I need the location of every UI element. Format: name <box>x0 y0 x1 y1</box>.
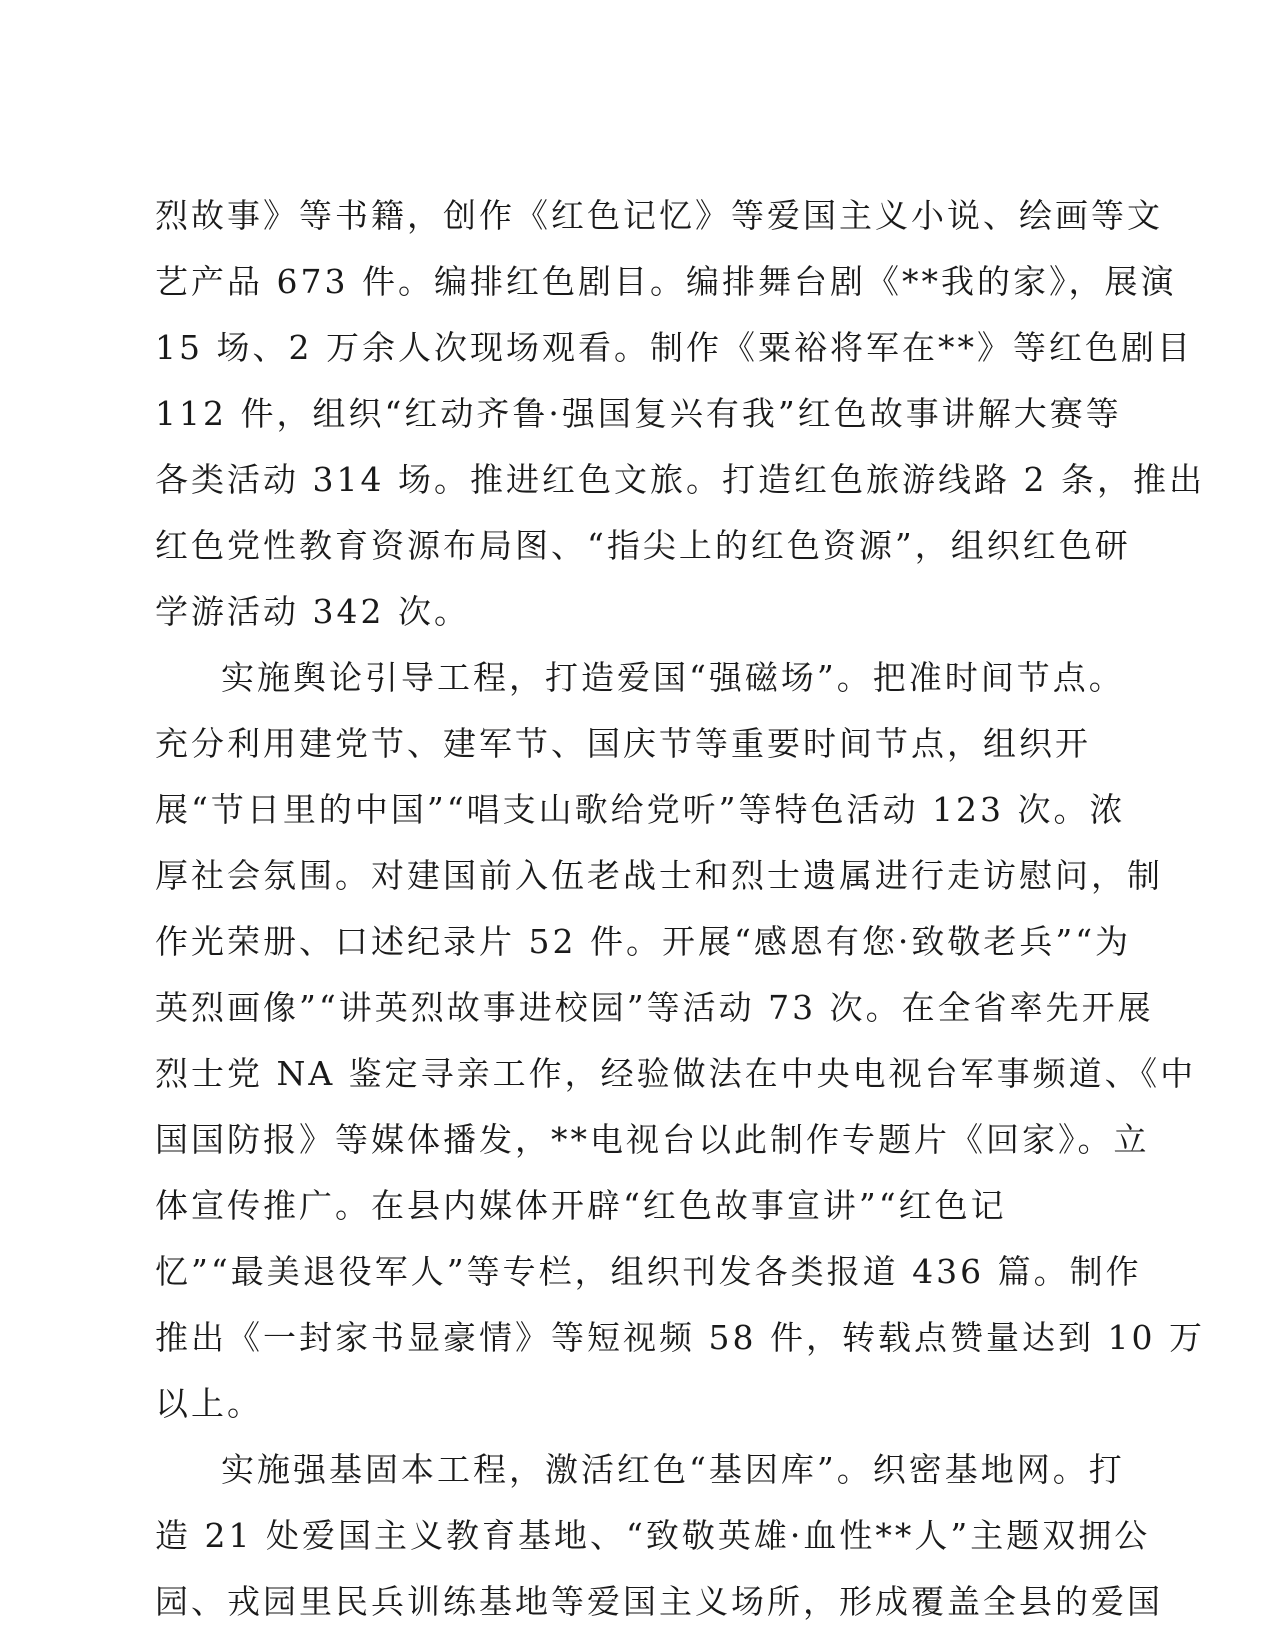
document-body <box>155 183 1205 1635</box>
text-line: 112 件，组织“红动齐鲁·强国复兴有我”红色故事讲解大赛等 <box>155 394 1122 433</box>
text-line: 学游活动 342 次。 <box>155 592 470 631</box>
text-line: 厚社会氛围。对建国前入伍老战士和烈士遗属进行走访慰问，制 <box>155 856 1163 895</box>
text-line: 展“节日里的中国”“唱支山歌给党听”等特色活动 123 次。浓 <box>155 790 1126 829</box>
text-line: 充分利用建党节、建军节、国庆节等重要时间节点，组织开 <box>155 724 1091 763</box>
text-line: 烈士党 NA 鉴定寻亲工作，经验做法在中央电视台军事频道、《中 <box>155 1054 1197 1093</box>
text-line: 体宣传推广。在县内媒体开辟“红色故事宣讲”“红色记 <box>155 1186 1007 1225</box>
paragraph-start-line: 实施强基固本工程，激活红色“基因库”。织密基地网。打 <box>221 1450 1125 1489</box>
text-line: 以上。 <box>155 1384 263 1423</box>
text-line: 作光荣册、口述纪录片 52 件。开展“感恩有您·致敬老兵”“为 <box>155 922 1132 961</box>
text-line: 英烈画像”“讲英烈故事进校园”等活动 73 次。在全省率先开展 <box>155 988 1154 1027</box>
text-line: 各类活动 314 场。推进红色文旅。打造红色旅游线路 2 条，推出 <box>155 460 1205 499</box>
text-line: 烈故事》等书籍，创作《红色记忆》等爱国主义小说、绘画等文 <box>155 196 1163 235</box>
text-line: 推出《一封家书显豪情》等短视频 58 件，转载点赞量达到 10 万 <box>155 1318 1205 1357</box>
text-line: 红色党性教育资源布局图、“指尖上的红色资源”，组织红色研 <box>155 526 1131 565</box>
text-line: 造 21 处爱国主义教育基地、“致敬英雄·血性**人”主题双拥公 <box>155 1516 1151 1555</box>
text-line: 国国防报》等媒体播发，**电视台以此制作专题片《回家》。立 <box>155 1120 1150 1159</box>
text-line: 园、戎园里民兵训练基地等爱国主义场所，形成覆盖全县的爱国 <box>155 1582 1163 1621</box>
text-line: 15 场、2 万余人次现场观看。制作《粟裕将军在**》等红色剧目 <box>155 328 1193 367</box>
paragraph-start-line: 实施舆论引导工程，打造爱国“强磁场”。把准时间节点。 <box>221 658 1125 697</box>
text-line: 艺产品 673 件。编排红色剧目。编排舞台剧《**我的家》，展演 <box>155 262 1177 301</box>
text-line: 忆”“最美退役军人”等专栏，组织刊发各类报道 436 篇。制作 <box>155 1252 1142 1291</box>
